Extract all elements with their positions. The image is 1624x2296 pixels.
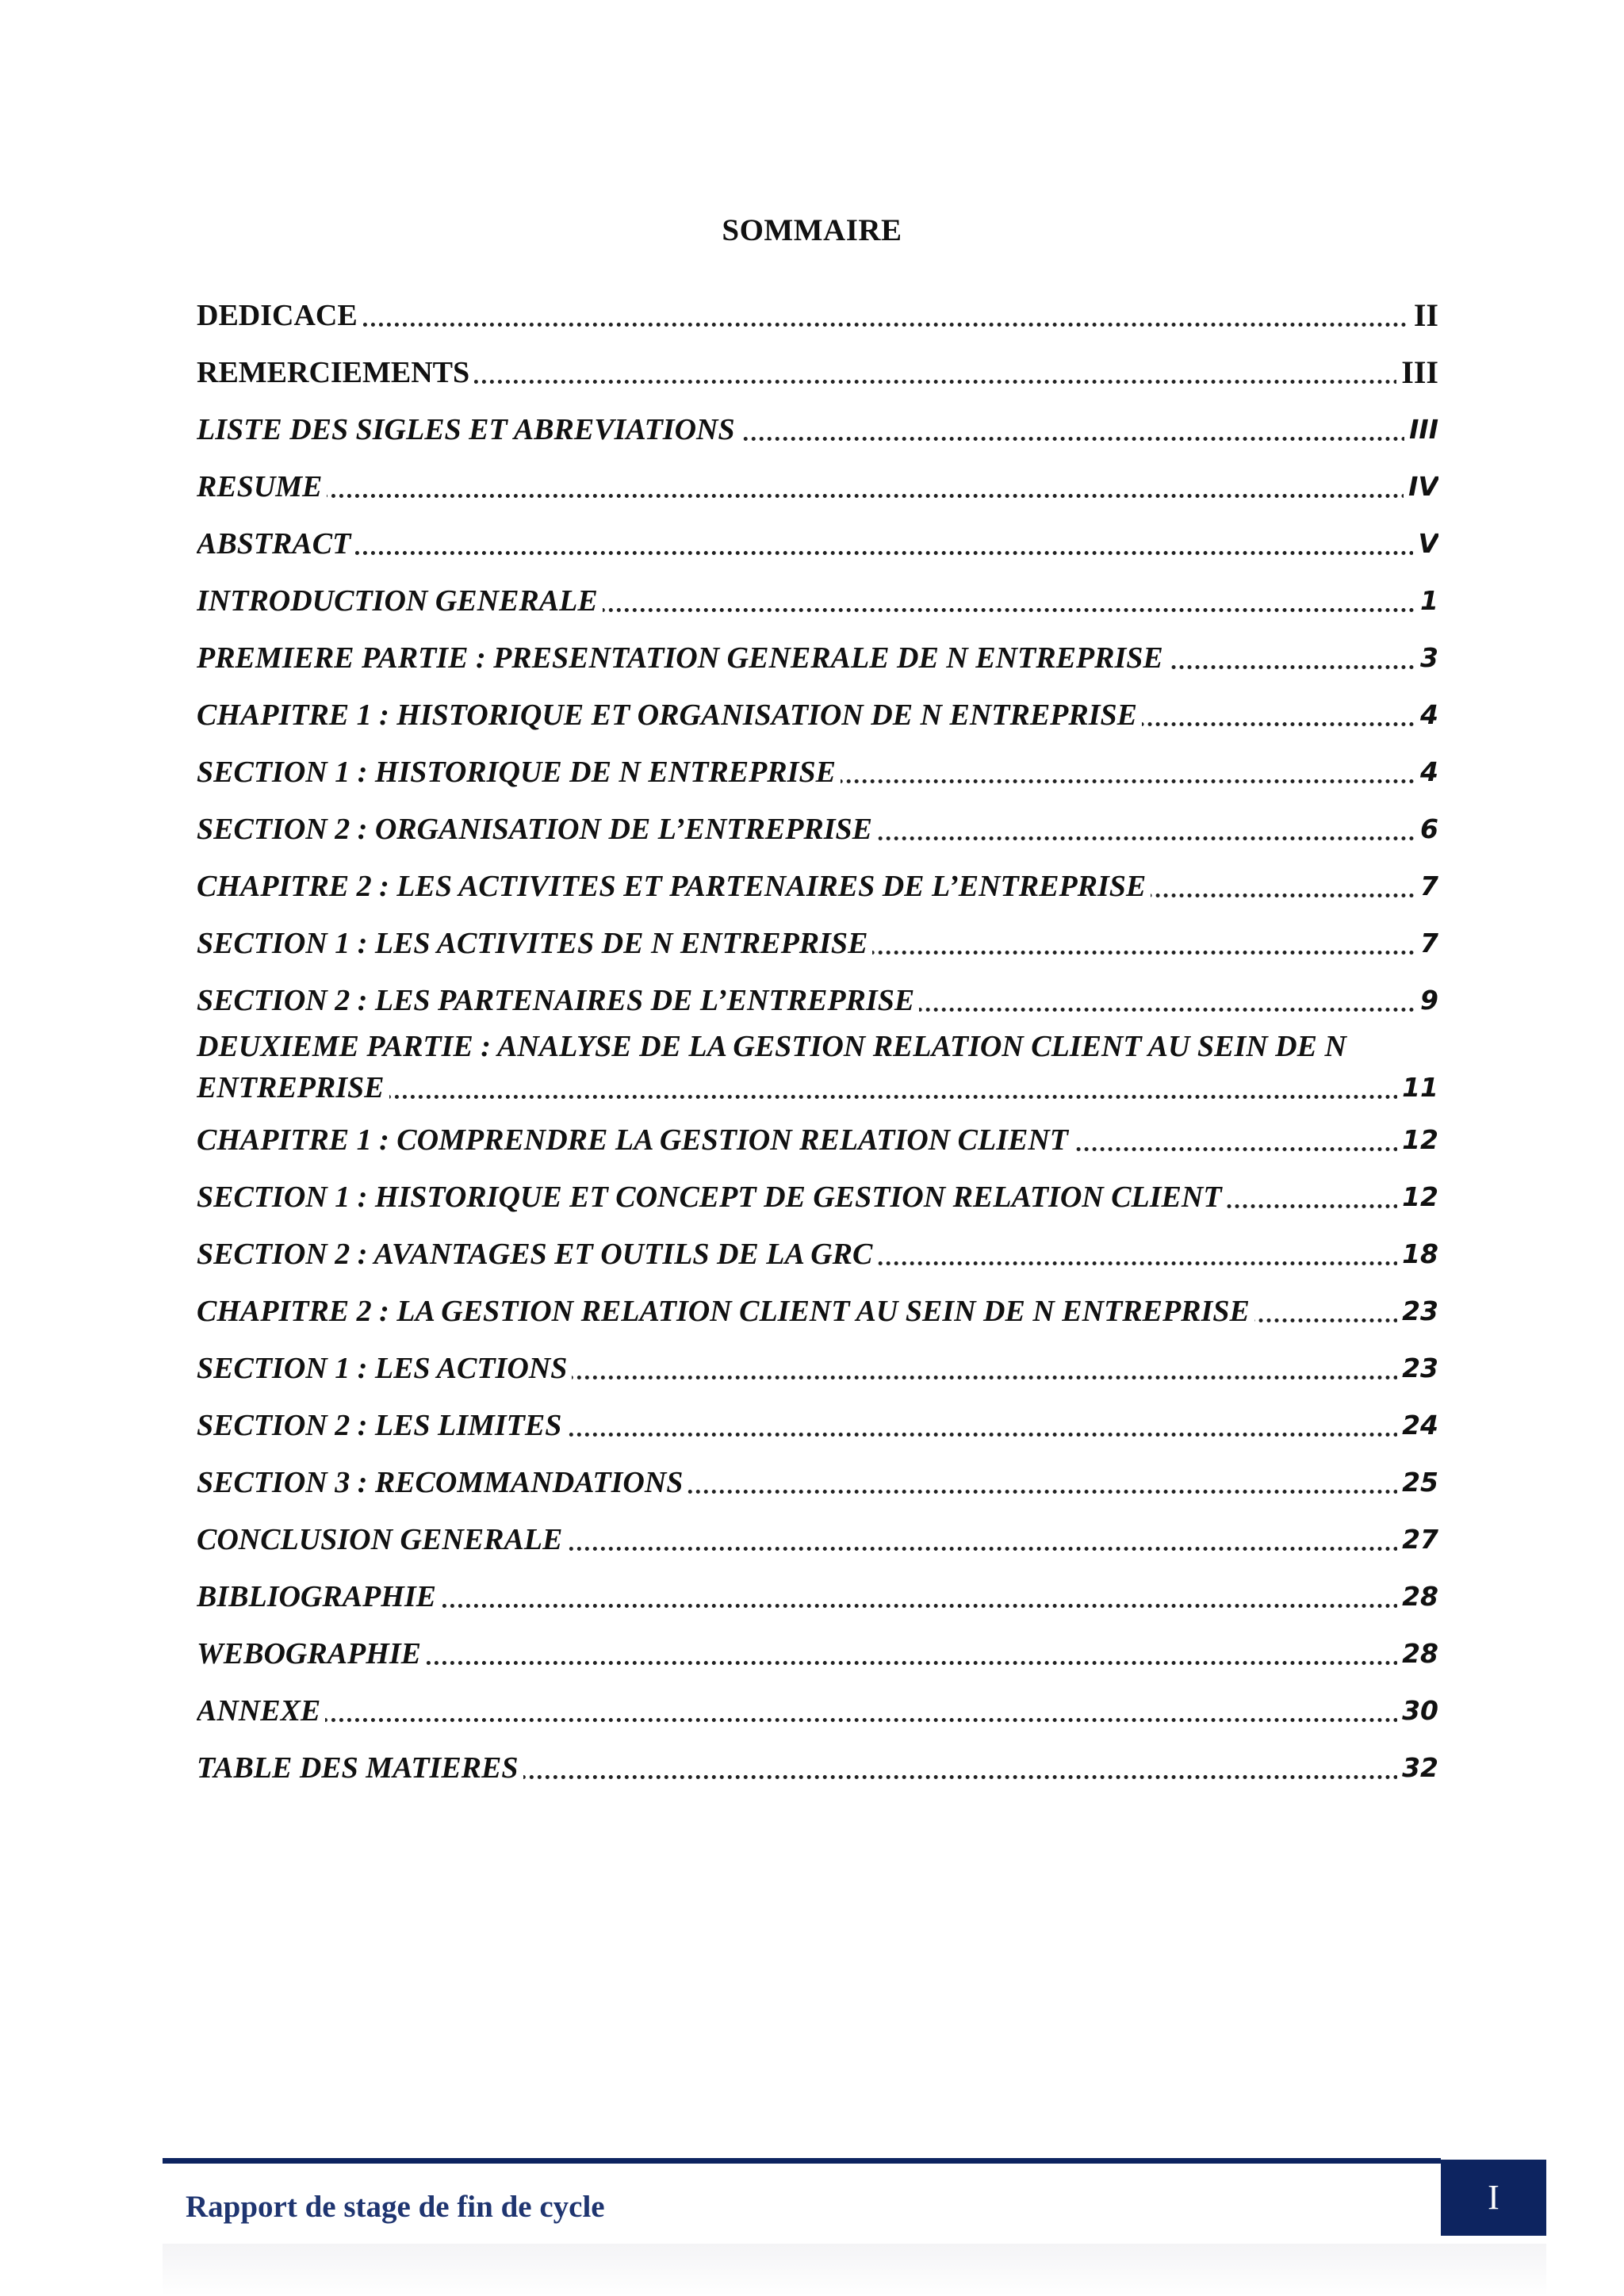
toc-entry-title: SECTION 2 : ORGANISATION DE L’ENTREPRISE (197, 813, 877, 846)
toc-entry[interactable] (197, 1026, 1438, 1108)
toc-entry-title: CHAPITRE 2 : LES ACTIVITES ET PARTENAIRES DE L’ENTREPRISE (197, 870, 1151, 903)
toc-entry-page: 25 (1397, 1462, 1438, 1503)
toc-entry-line2 (197, 1067, 1438, 1108)
toc-entry-page: III (1404, 409, 1438, 450)
toc-entry-page: 7 (1415, 923, 1438, 964)
toc-entry-page: 30 (1397, 1690, 1438, 1732)
toc-entry-title: CHAPITRE 1 : COMPRENDRE LA GESTION RELATION CLIENT (197, 1123, 1073, 1157)
toc-entry[interactable] (197, 409, 1438, 450)
toc-entry[interactable] (197, 295, 1438, 336)
toc-entry-title: BIBLIOGRAPHIE (197, 1580, 441, 1613)
toc-entry-page: 4 (1415, 752, 1438, 793)
toc-entry-title: REMERCIEMENTS (197, 356, 474, 389)
toc-entry-title: SECTION 3 : RECOMMANDATIONS (197, 1466, 688, 1499)
toc-entry[interactable] (197, 695, 1438, 736)
toc-entry[interactable] (197, 1519, 1438, 1560)
toc-entry-page: 24 (1397, 1405, 1438, 1446)
toc-entry-page: 18 (1397, 1234, 1438, 1275)
toc-entry[interactable] (197, 752, 1438, 793)
toc-entry-title: TABLE DES MATIERES (197, 1751, 523, 1785)
toc-entry[interactable] (197, 1348, 1438, 1389)
toc-entry-title: PREMIERE PARTIE : PRESENTATION GENERALE DE N ENTREPRISE (197, 641, 1168, 675)
toc-entry-page: 1 (1415, 580, 1438, 622)
toc-entry[interactable] (197, 1747, 1438, 1789)
toc-entry[interactable] (197, 1462, 1438, 1503)
toc-entry-page: 12 (1397, 1177, 1438, 1218)
toc-entry-page: 6 (1415, 809, 1438, 850)
toc-entry-title: CHAPITRE 1 : HISTORIQUE ET ORGANISATION DE N ENTREPRISE (197, 698, 1142, 732)
toc-entry[interactable] (197, 523, 1438, 564)
toc-entry-page: 28 (1397, 1633, 1438, 1674)
toc-entry-title: SECTION 2 : LES LIMITES (197, 1409, 566, 1442)
toc-entry-title: WEBOGRAPHIE (197, 1637, 426, 1670)
toc-entry-title: SECTION 2 : AVANTAGES ET OUTILS DE LA GRC (197, 1238, 877, 1271)
toc-entry-title: INTRODUCTION GENERALE (197, 584, 603, 618)
toc-entry-page: 11 (1397, 1067, 1438, 1108)
toc-entry[interactable] (197, 809, 1438, 850)
toc-entry-title: SECTION 1 : LES ACTIVITES DE N ENTREPRISE (197, 927, 872, 960)
toc-entry-page: 32 (1397, 1747, 1438, 1789)
toc-entry[interactable] (197, 923, 1438, 964)
toc-dot-leader (197, 494, 1438, 498)
toc-entry[interactable] (197, 1690, 1438, 1732)
toc-entry[interactable] (197, 1234, 1438, 1275)
toc-entry-title: SECTION 2 : LES PARTENAIRES DE L’ENTREPRISE (197, 984, 919, 1017)
toc-dot-leader (197, 551, 1438, 555)
toc-entry[interactable] (197, 1119, 1438, 1161)
toc-entry[interactable] (197, 1177, 1438, 1218)
toc-entry-title: SECTION 1 : LES ACTIONS (197, 1352, 572, 1385)
toc-dot-leader (197, 323, 1438, 327)
toc-entry[interactable] (197, 580, 1438, 622)
toc-entry[interactable] (197, 1576, 1438, 1617)
toc-entry[interactable] (197, 866, 1438, 907)
toc-entry-title: RESUME (197, 470, 327, 503)
toc-entry-page: III (1396, 352, 1438, 393)
toc-entry-page: 23 (1397, 1348, 1438, 1389)
toc-entry[interactable] (197, 1405, 1438, 1446)
toc-entry-title: SECTION 1 : HISTORIQUE DE N ENTREPRISE (197, 756, 841, 789)
toc-entry-title: SECTION 1 : HISTORIQUE ET CONCEPT DE GESTION RELATION CLIENT (197, 1181, 1227, 1214)
page-title: SOMMAIRE (722, 213, 902, 247)
toc-entry-page: 9 (1415, 980, 1438, 1021)
toc-dot-leader (197, 1718, 1438, 1722)
toc-entry-title: CONCLUSION GENERALE (197, 1523, 567, 1556)
toc-entry-title: LISTE DES SIGLES ET ABREVIATIONS (197, 413, 740, 446)
toc-entry-page: 4 (1415, 695, 1438, 736)
toc-entry-page: V (1413, 523, 1438, 564)
toc-entry-title: CHAPITRE 2 : LA GESTION RELATION CLIENT AU SEIN DE N ENTREPRISE (197, 1295, 1254, 1328)
footer-title: Rapport de stage de fin de cycle (186, 2190, 605, 2224)
toc-entry[interactable] (197, 637, 1438, 679)
toc-entry[interactable] (197, 352, 1438, 393)
toc-entry-page: 23 (1397, 1291, 1438, 1332)
toc-entry-title-line1: DEUXIEME PARTIE : ANALYSE DE LA GESTION RELATION CLIENT AU SEIN DE N (197, 1030, 1346, 1063)
toc-entry-page: 7 (1415, 866, 1438, 907)
toc-entry-page: 12 (1397, 1119, 1438, 1161)
toc-entry-page: IV (1404, 466, 1438, 507)
toc-entry[interactable] (197, 980, 1438, 1021)
toc-entry-title: DEDICACE (197, 299, 362, 332)
footer-divider (163, 2158, 1441, 2164)
footer-page-number: I (1441, 2160, 1546, 2236)
toc-entry-title: ABSTRACT (197, 527, 355, 561)
toc-entry-title: ENTREPRISE (197, 1071, 389, 1104)
toc-entry-page: 27 (1397, 1519, 1438, 1560)
toc-entry[interactable] (197, 1633, 1438, 1674)
footer-shade (163, 2244, 1546, 2296)
toc-entry[interactable] (197, 1291, 1438, 1332)
toc-entry-title: ANNEXE (197, 1694, 325, 1728)
toc-entry-page: 3 (1415, 637, 1438, 679)
toc-entry-page: II (1409, 295, 1438, 336)
toc-entry[interactable] (197, 466, 1438, 507)
toc-entry-page: 28 (1397, 1576, 1438, 1617)
